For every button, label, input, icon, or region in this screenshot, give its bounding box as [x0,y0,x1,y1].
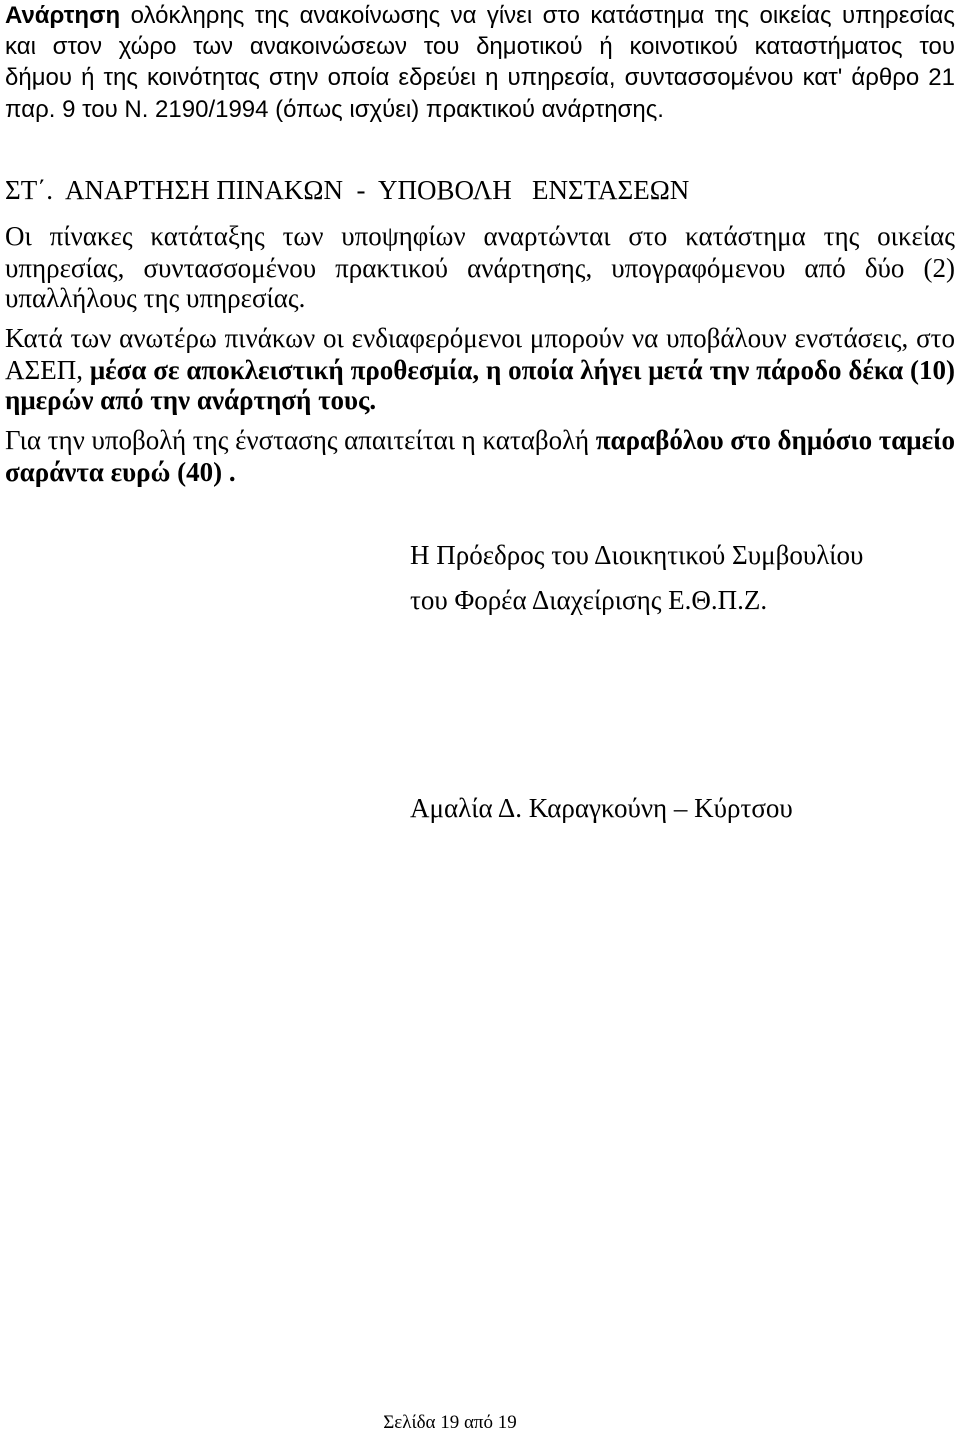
page-number: Σελίδα 19 από 19 [383,1412,517,1433]
text-line: παρ. 9 του Ν. 2190/1994 (όπως ισχύει) πρακτικού ανάρτησης. [5,96,664,123]
text-line [5,0,955,32]
text-line: υπαλλήλους της υπηρεσίας. [5,283,306,313]
deadline-bold-text: μέσα σε αποκλειστική προθεσμία, η οποία λήγει μετά την πάροδο δέκα (10) [89,355,956,385]
text-line: και στον χώρο των ανακοινώσεων του δημοτικού ή κοινοτικού καταστήματος του [5,33,955,60]
signatory-role: Η Πρόεδρος του Διοικητικού Συμβουλίου [410,540,864,570]
fee-bold-text: παραβόλου στο δημόσιο ταμείο [595,425,956,455]
posting-keyword: Ανάρτηση [5,2,121,29]
text-line: υπηρεσίας, συντασσομένου πρακτικού ανάρτησης, υπογραφόμενου από δύο (2) [5,253,955,283]
text-line: δήμου ή της κοινότητας στην οποία εδρεύει η υπηρεσία, συντασσομένου κατ' άρθρο 21 [5,64,955,91]
signatory-name: Αμαλία Δ. Καραγκούνη – Κύρτσου [410,793,793,823]
text-line [5,354,955,386]
fee-bold-text: σαράντα ευρώ (40) . [5,457,236,487]
text-segment: ολόκληρης της ανακοίνωσης να γίνει στο κατάστημα της οικείας υπηρεσίας [130,2,955,29]
text-line: Κατά των ανωτέρω πινάκων οι ενδιαφερόμενοι μπορούν να υποβάλουν ενστάσεις, στο [5,323,955,353]
text-segment: Για την υποβολή της ένστασης απαιτείται η καταβολή [5,425,590,455]
text-line: Οι πίνακες κατάταξης των υποψηφίων αναρτώνται στο κατάστημα της οικείας [5,221,955,251]
signatory-organization: του Φορέα Διαχείρισης Ε.Θ.Π.Ζ. [410,585,768,615]
text-line [5,424,955,456]
section-heading: ΣΤ΄. ΑΝΑΡΤΗΣΗ ΠΙΝΑΚΩΝ - ΥΠΟΒΟΛΗ ΕΝΣΤΑΣΕΩΝ [5,175,690,205]
deadline-bold-text: ημερών από την ανάρτησή τους. [5,385,377,415]
text-segment: ΑΣΕΠ, [5,355,83,385]
